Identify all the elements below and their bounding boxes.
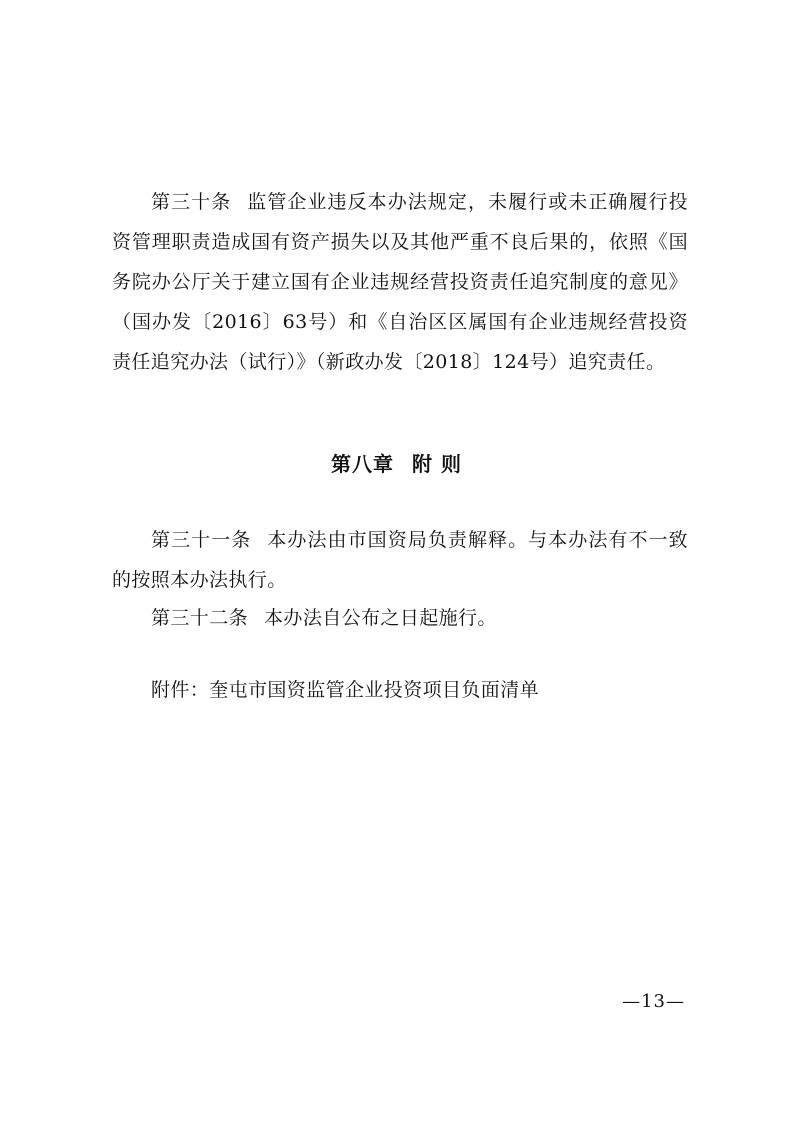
page-number: —13— [622,991,685,1012]
article-32-number: 第三十二条 [151,607,249,629]
chapter-number: 第八章 [331,452,395,476]
article-31-text: 本办法由市国资局负责解释。与本办法有不一致的按照本办法执行。 [112,529,688,591]
chapter-title: 附 则 [412,452,462,476]
article-31 [112,520,688,600]
article-31-number: 第三十一条 [151,529,252,551]
article-30 [112,182,688,382]
attachment-note [112,670,688,710]
article-32-text: 本办法自公布之日起施行。 [264,607,497,629]
article-32 [112,598,688,638]
chapter-heading [0,446,793,482]
article-30-number: 第三十条 [151,191,232,213]
attachment-text: 附件：奎屯市国资监管企业投资项目负面清单 [151,679,540,701]
article-30-text: 监管企业违反本办法规定，未履行或未正确履行投资管理职责造成国有资产损失以及其他严重不良后果的，依照《国务院办公厅关于建立国有企业违规经营投资责任追究制度的意见》（国办发〔2016〕63号）和《自治区区属国有企业违规经营投资责任追究办法（试行）》（新政办发〔2018〕124号）追究责任。 [112,191,688,373]
